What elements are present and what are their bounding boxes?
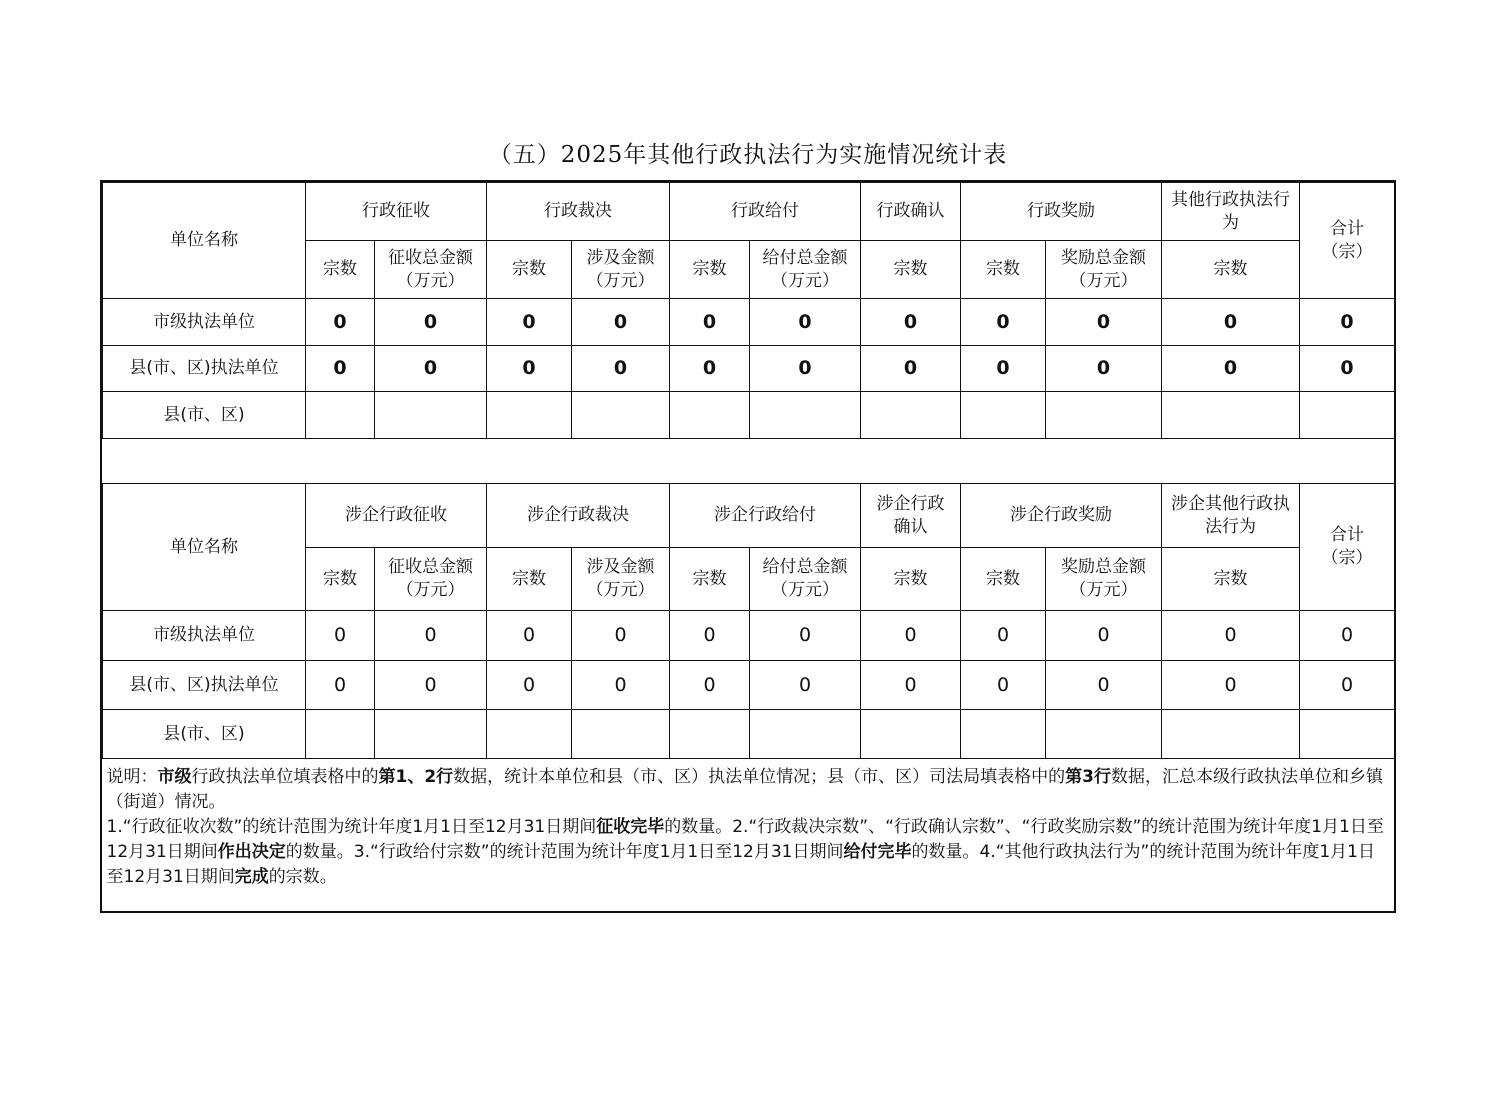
unit-name-cell: 县(市、区)执法单位: [103, 661, 306, 710]
value-cell: 0: [1046, 346, 1162, 392]
value-cell: 0: [670, 299, 750, 346]
sub-header: 宗数: [861, 548, 961, 611]
unit-name-cell: 市级执法单位: [103, 611, 306, 661]
unit-name-header: 单位名称: [103, 183, 306, 299]
sub-header: 征收总金额（万元）: [375, 548, 487, 611]
sub-header: 宗数: [670, 241, 750, 299]
unit-name-cell: 县(市、区)执法单位: [103, 346, 306, 392]
note-text: 说明：: [106, 767, 158, 787]
statistics-table: [102, 182, 1395, 912]
header-row-groups: [103, 484, 1395, 548]
note-emphasis: 第1、2行: [378, 767, 454, 787]
value-cell: [572, 710, 670, 759]
value-cell: 0: [306, 611, 375, 661]
value-cell: 0: [1046, 661, 1162, 710]
value-cell: 0: [861, 299, 961, 346]
group-header: 涉企行政裁决: [487, 484, 670, 548]
value-cell: [961, 392, 1046, 439]
note-paragraph-1: [107, 765, 1389, 815]
value-cell: 0: [750, 611, 861, 661]
value-cell: [375, 392, 487, 439]
value-cell: 0: [572, 611, 670, 661]
value-cell: 0: [375, 611, 487, 661]
value-cell: 0: [487, 611, 572, 661]
value-cell: [961, 710, 1046, 759]
value-cell: 0: [861, 611, 961, 661]
value-cell: 0: [1046, 611, 1162, 661]
note-emphasis: 给付完毕: [843, 842, 912, 862]
value-cell: 0: [961, 299, 1046, 346]
sub-header: 宗数: [861, 241, 961, 299]
sub-header: 涉及金额（万元）: [572, 241, 670, 299]
note-text: 的数量。2.“行政裁决宗数”、“行政确认宗数”、“行政奖励宗数”的统计范围为统计年度1月1日至12月31日期间: [106, 817, 1384, 862]
note-text: 行政执法单位填表格中的: [191, 767, 379, 787]
table-row: [103, 710, 1395, 759]
sub-header: 宗数: [961, 548, 1046, 611]
group-header: 行政征收: [306, 183, 487, 241]
statistics-table-frame: [100, 180, 1396, 913]
value-cell: 0: [961, 611, 1046, 661]
value-cell: 0: [670, 661, 750, 710]
value-cell: 0: [961, 661, 1046, 710]
value-cell: [1046, 710, 1162, 759]
value-cell: 0: [306, 346, 375, 392]
notes-cell: [103, 759, 1395, 912]
value-cell: 0: [670, 346, 750, 392]
value-cell: 0: [861, 661, 961, 710]
value-cell: [861, 710, 961, 759]
note-emphasis: 征收完毕: [596, 817, 665, 837]
sub-header: 征收总金额（万元）: [375, 241, 487, 299]
value-cell: 0: [375, 661, 487, 710]
notes-row: [103, 759, 1395, 912]
note-text: 的数量。4.“其他行政执法行为”的统计范围为统计年度1月1日至12月31日期间: [106, 842, 1375, 887]
page-title: （五）2025年其他行政执法行为实施情况统计表: [488, 142, 1008, 168]
group-header: 涉企行政征收: [306, 484, 487, 548]
value-cell: 0: [306, 661, 375, 710]
value-cell: 0: [375, 299, 487, 346]
value-cell: 0: [1046, 299, 1162, 346]
value-cell: [670, 392, 750, 439]
unit-name-cell: 县(市、区): [103, 710, 306, 759]
sub-header: 宗数: [306, 241, 375, 299]
value-cell: [306, 392, 375, 439]
value-cell: 0: [487, 299, 572, 346]
value-cell: 0: [961, 346, 1046, 392]
table-row: [103, 299, 1395, 346]
group-header: 涉企行政给付: [670, 484, 861, 548]
value-cell: 0: [572, 661, 670, 710]
group-header: 行政裁决: [487, 183, 670, 241]
value-cell: [750, 710, 861, 759]
group-header: 涉企其他行政执法行为: [1162, 484, 1300, 548]
value-cell: [1046, 392, 1162, 439]
sub-header: 宗数: [487, 241, 572, 299]
spacer-row: [103, 439, 1395, 484]
value-cell: 0: [1162, 611, 1300, 661]
value-cell: 0: [750, 661, 861, 710]
group-header: 行政给付: [670, 183, 861, 241]
sub-header: 宗数: [1162, 241, 1300, 299]
total-header: 合计（宗）: [1300, 183, 1395, 299]
value-cell: 0: [750, 346, 861, 392]
value-cell: 0: [1162, 299, 1300, 346]
value-cell: [487, 710, 572, 759]
note-emphasis: 完成: [234, 867, 269, 887]
value-cell: 0: [572, 346, 670, 392]
value-cell: [1300, 392, 1395, 439]
value-cell: [375, 710, 487, 759]
note-emphasis: 第3行: [1065, 767, 1112, 787]
total-header: 合计（宗）: [1300, 484, 1395, 611]
value-cell: 0: [487, 346, 572, 392]
value-cell: [306, 710, 375, 759]
value-cell: [1162, 392, 1300, 439]
sub-header: 给付总金额（万元）: [750, 548, 861, 611]
sub-header: 宗数: [670, 548, 750, 611]
header-row-groups: [103, 183, 1395, 241]
value-cell: [670, 710, 750, 759]
note-text: 数据，统计本单位和县（市、区）执法单位情况；县（市、区）司法局填表格中的: [453, 767, 1066, 787]
sub-header: 涉及金额（万元）: [572, 548, 670, 611]
note-paragraph-2: [107, 815, 1389, 890]
sub-header: 给付总金额（万元）: [750, 241, 861, 299]
note-emphasis: 作出决定: [217, 842, 286, 862]
value-cell: [750, 392, 861, 439]
value-cell: 0: [572, 299, 670, 346]
note-text: 的宗数。: [268, 867, 337, 887]
group-header: 行政确认: [861, 183, 961, 241]
value-cell: [1162, 710, 1300, 759]
note-text: 的数量。3.“行政给付宗数”的统计范围为统计年度1月1日至12月31日期间: [285, 842, 844, 862]
value-cell: 0: [375, 346, 487, 392]
note-text: 1.“行政征收次数”的统计范围为统计年度1月1日至12月31日期间: [106, 817, 597, 837]
sub-header: 奖励总金额（万元）: [1046, 548, 1162, 611]
table-row: [103, 392, 1395, 439]
sub-header: 宗数: [1162, 548, 1300, 611]
group-header: 涉企行政确认: [861, 484, 961, 548]
group-header: 行政奖励: [961, 183, 1162, 241]
spacer-cell: [103, 439, 1395, 484]
value-cell: 0: [1300, 299, 1395, 346]
value-cell: [1300, 710, 1395, 759]
value-cell: 0: [1300, 346, 1395, 392]
value-cell: 0: [1162, 661, 1300, 710]
unit-name-cell: 县(市、区): [103, 392, 306, 439]
sub-header: 宗数: [306, 548, 375, 611]
group-header: 涉企行政奖励: [961, 484, 1162, 548]
unit-name-header: 单位名称: [103, 484, 306, 611]
group-header: 其他行政执法行为: [1162, 183, 1300, 241]
note-emphasis: 市级: [157, 767, 192, 787]
value-cell: 0: [1300, 661, 1395, 710]
sub-header: 奖励总金额（万元）: [1046, 241, 1162, 299]
value-cell: 0: [670, 611, 750, 661]
unit-name-cell: 市级执法单位: [103, 299, 306, 346]
value-cell: 0: [306, 299, 375, 346]
sub-header: 宗数: [487, 548, 572, 611]
table-row: [103, 661, 1395, 710]
table-row: [103, 611, 1395, 661]
sub-header: 宗数: [961, 241, 1046, 299]
value-cell: 0: [1300, 611, 1395, 661]
value-cell: [861, 392, 961, 439]
table-row: [103, 346, 1395, 392]
value-cell: [487, 392, 572, 439]
value-cell: 0: [487, 661, 572, 710]
value-cell: 0: [861, 346, 961, 392]
value-cell: 0: [750, 299, 861, 346]
value-cell: [572, 392, 670, 439]
value-cell: 0: [1162, 346, 1300, 392]
note-text: 数据，汇总本级行政执法单位和乡镇（街道）情况。: [106, 767, 1384, 812]
